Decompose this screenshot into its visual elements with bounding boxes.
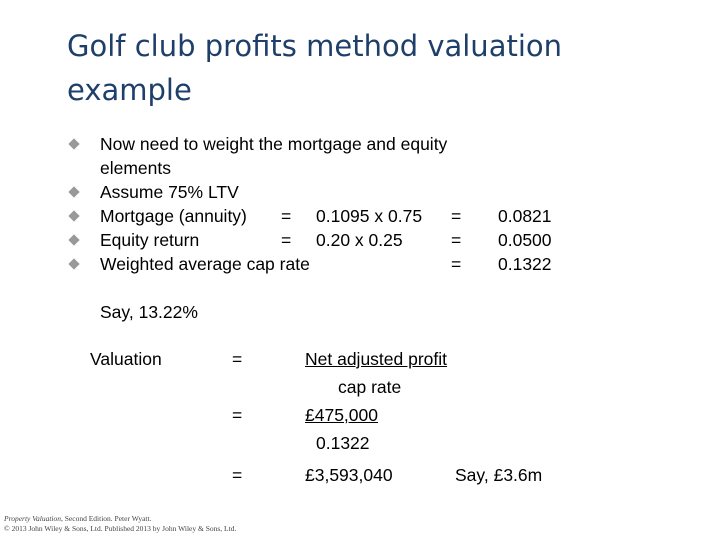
bullet-text: Now need to weight the mortgage and equity xyxy=(100,134,448,154)
formula-denominator: cap rate xyxy=(338,377,402,397)
bullet-mortgage xyxy=(66,204,552,228)
bullet-weighted xyxy=(66,252,552,276)
book-title: Property Valuation xyxy=(4,514,62,523)
weighted-result: 0.1322 xyxy=(498,254,552,274)
mortgage-calc: 0.1095 x 0.75 xyxy=(316,206,423,226)
equals-sign: = xyxy=(232,405,243,425)
equity-calc: 0.20 x 0.25 xyxy=(316,230,403,250)
equals-sign: = xyxy=(451,254,462,274)
equals-sign: = xyxy=(281,206,292,226)
diamond-bullet-icon xyxy=(68,186,79,197)
valuation-result: £3,593,040 xyxy=(305,465,393,485)
book-edition: , Second Edition. Peter Wyatt. xyxy=(61,514,152,523)
equity-result: 0.0500 xyxy=(498,230,552,250)
weighted-label: Weighted average cap rate xyxy=(100,254,310,274)
diamond-bullet-icon xyxy=(68,210,79,221)
bullet-weighting xyxy=(66,132,448,180)
mortgage-label: Mortgage (annuity) xyxy=(100,206,247,226)
say-rate: Say, 13.22% xyxy=(100,302,198,322)
equity-label: Equity return xyxy=(100,230,200,250)
equals-sign: = xyxy=(451,206,462,226)
mortgage-result: 0.0821 xyxy=(498,206,552,226)
equals-sign: = xyxy=(451,230,462,250)
copyright-text: © 2013 John Wiley & Sons, Ltd. Published 2013 by John Wiley & Sons, Ltd. xyxy=(4,524,237,533)
diamond-bullet-icon xyxy=(68,258,79,269)
equals-sign: = xyxy=(232,465,243,485)
bullet-text-cont: elements xyxy=(100,158,172,178)
copyright-footer xyxy=(4,514,236,534)
diamond-bullet-icon xyxy=(68,138,79,149)
diamond-bullet-icon xyxy=(68,234,79,245)
valuation-say: Say, £3.6m xyxy=(455,465,543,485)
profit-numerator: £475,000 xyxy=(305,405,378,425)
equals-sign: = xyxy=(232,349,243,369)
bullet-text: Assume 75% LTV xyxy=(100,182,239,202)
bullet-ltv xyxy=(66,180,239,204)
bullet-equity xyxy=(66,228,552,252)
slide-title: Golf club profits method valuation example xyxy=(67,29,563,107)
rate-denominator: 0.1322 xyxy=(316,433,370,453)
equals-sign: = xyxy=(281,230,292,250)
bullet-list xyxy=(66,132,552,276)
valuation-label: Valuation xyxy=(90,349,162,369)
formula-numerator: Net adjusted profit xyxy=(305,349,448,369)
